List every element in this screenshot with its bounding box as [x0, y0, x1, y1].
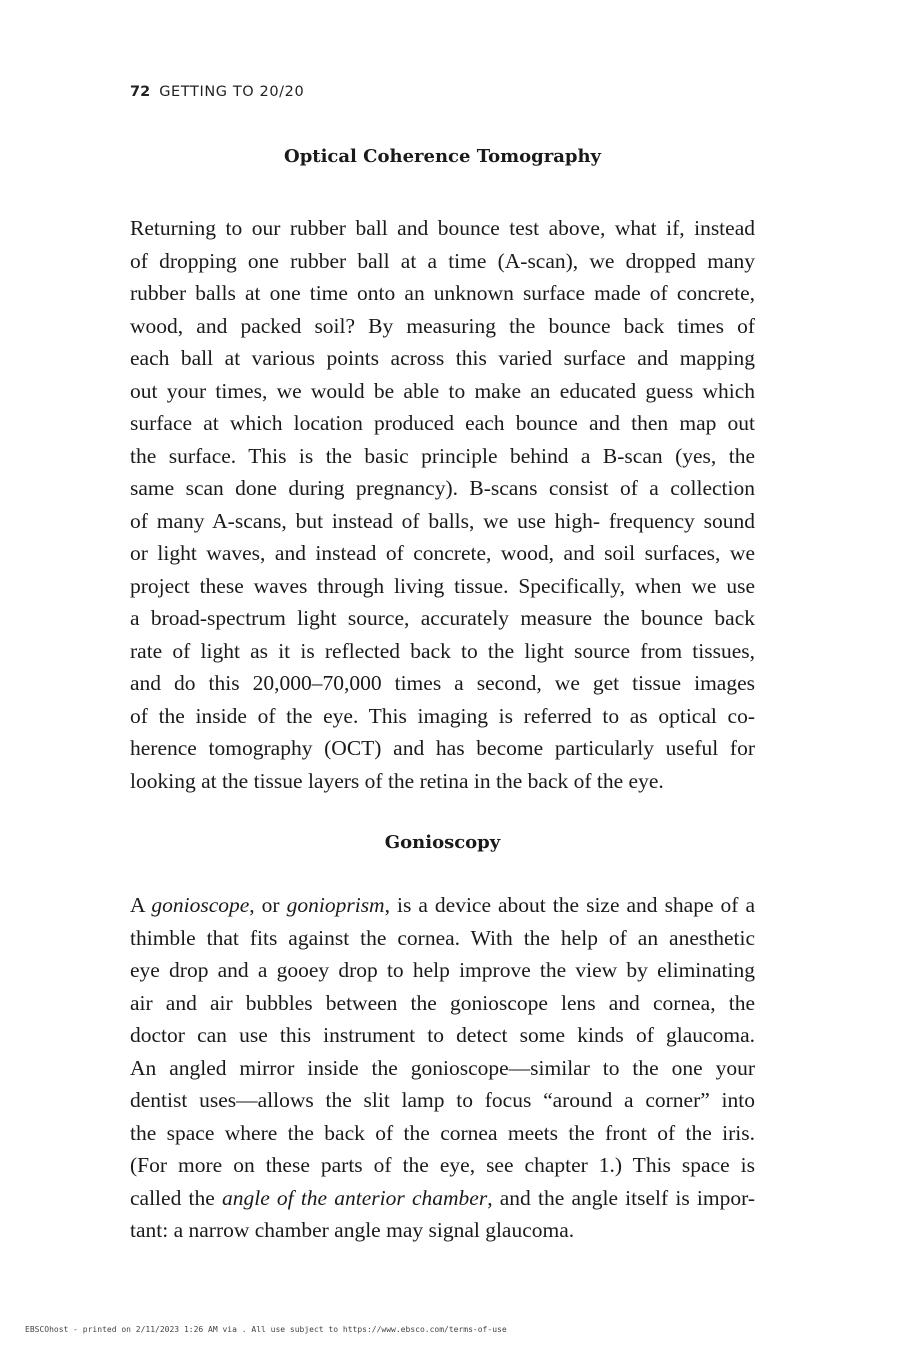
text-line: air and air bubbles between the gonioscope lens and cornea, the	[130, 990, 755, 1015]
text-line: and do this 20,000–70,000 times a second, we get tissue images	[130, 671, 755, 695]
page-number: 72	[130, 84, 151, 100]
text-run: , and the angle itself is impor-	[487, 1185, 755, 1210]
paragraph	[130, 212, 755, 797]
text-line: project these waves through living tissue. Specifically, when we use	[130, 573, 755, 598]
text-run: , is a device about the size and shape of a	[384, 893, 756, 917]
text-line: Returning to our rubber ball and bounce test above, what if, instead	[130, 216, 755, 240]
text-line: the surface. This is the basic principle behind a B-scan (yes, the	[130, 443, 755, 468]
text-line: of dropping one rubber ball at a time (A-scan), we dropped many	[130, 248, 755, 273]
italic-term: gonioscope	[151, 893, 250, 917]
section-optical-coherence-tomography	[130, 146, 755, 797]
text-line: or light waves, and instead of concrete, wood, and soil surfaces, we	[130, 541, 755, 565]
text-line: eye drop and a gooey drop to help improve the view by eliminating	[130, 958, 755, 982]
text-run: called the	[130, 1185, 222, 1210]
text-line: out your times, we would be able to make an educated guess which	[130, 378, 755, 403]
book-title: GETTING TO 20/20	[159, 84, 305, 100]
text-line: (For more on these parts of the eye, see chapter 1.) This space is	[130, 1153, 755, 1177]
text-line: the space where the back of the cornea meets the front of the iris.	[130, 1120, 755, 1145]
running-head	[130, 84, 304, 100]
italic-term: angle of the anterior chamber	[221, 1185, 488, 1210]
text-line: looking at the tissue layers of the retina in the back of the eye.	[130, 768, 664, 793]
text-line: herence tomography (OCT) and has become particularly useful for	[130, 736, 755, 760]
section-gonioscopy	[130, 832, 755, 1247]
text-line: rate of light as it is reflected back to the light source from tissues,	[130, 638, 755, 663]
text-run: A	[130, 893, 152, 917]
italic-term: gonioprism	[286, 893, 385, 917]
text-line: An angled mirror inside the gonioscope—similar to the one your	[130, 1055, 755, 1080]
text-run: , or	[249, 893, 287, 917]
text-line: doctor can use this instrument to detect some kinds of glaucoma.	[130, 1023, 755, 1047]
text-line: each ball at various points across this varied surface and mapping	[130, 346, 755, 370]
text-line: of many A-scans, but instead of balls, we use high- frequency sound	[130, 508, 755, 533]
text-line: thimble that fits against the cornea. With the help of an anesthetic	[130, 925, 755, 950]
text-line: rubber balls at one time onto an unknown surface made of concrete,	[130, 281, 755, 305]
text-line	[130, 889, 755, 922]
text-line: of the inside of the eye. This imaging is referred to as optical co-	[130, 703, 755, 728]
text-line: dentist uses—allows the slit lamp to focus “around a corner” into	[130, 1088, 755, 1112]
print-footer: EBSCOhost - printed on 2/11/2023 1:26 AM via . All use subject to https://www.ebsco.com/terms-of-use	[25, 1325, 507, 1334]
section-heading: Optical Coherence Tomography	[284, 146, 601, 167]
text-line: wood, and packed soil? By measuring the bounce back times of	[130, 313, 755, 338]
text-line: tant: a narrow chamber angle may signal glaucoma.	[130, 1218, 575, 1242]
text-line: surface at which location produced each bounce and then map out	[130, 411, 755, 435]
text-line	[130, 1182, 755, 1215]
text-line: a broad-spectrum light source, accurately measure the bounce back	[130, 606, 755, 630]
paragraph	[130, 889, 755, 1247]
section-heading: Gonioscopy	[384, 832, 501, 853]
text-line: same scan done during pregnancy). B-scans consist of a collection	[130, 476, 755, 500]
